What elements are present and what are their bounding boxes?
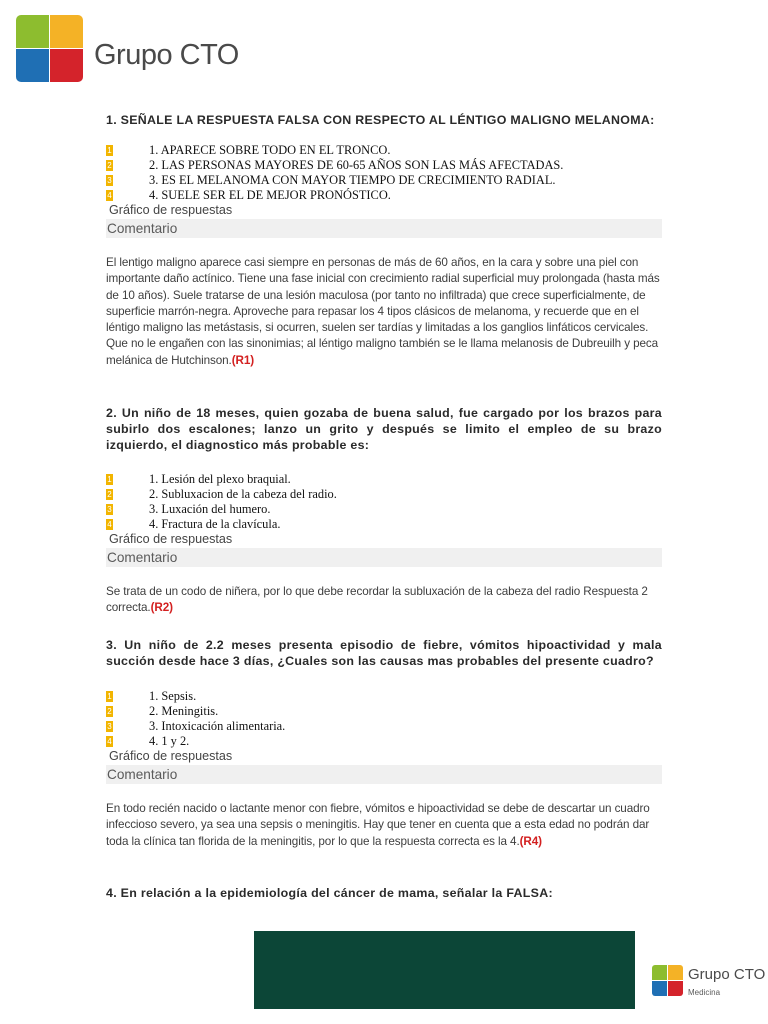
option-marker: 1 [107,692,112,701]
option-marker: 1 [107,146,112,155]
option-marker: 4 [107,191,112,200]
question-1 [106,112,662,369]
option-text: 2. Subluxacion de la cabeza del radio. [149,487,337,501]
option-item[interactable] [106,734,662,749]
option-marker: 2 [107,490,112,499]
footer-logo-square-blue [652,981,667,996]
question-title: 3. Un niño de 2.2 meses presenta episodio de fiebre, vómitos hipoactividad y mala succión desde hace 3 días, ¿Cuales son las causas mas probables del presente cuadro? [106,638,662,668]
comment-header: Comentario [106,219,662,238]
option-marker: 2 [107,707,112,716]
option-item[interactable] [106,704,662,719]
logo-brand-text: Grupo CTO [94,39,239,71]
comment-text [106,584,662,617]
option-text: 3. ES EL MELANOMA CON MAYOR TIEMPO DE CRECIMIENTO RADIAL. [149,173,556,187]
option-text: 1. Sepsis. [149,689,197,703]
option-item[interactable] [106,502,662,517]
grupo-cto-logo [16,15,239,85]
footer-logo-square-red [668,981,683,996]
footer-banner [254,931,635,1009]
answers-chart-link[interactable]: Gráfico de respuestas [109,203,233,217]
comment-header: Comentario [106,548,662,567]
options-list [106,143,662,203]
option-marker: 4 [107,737,112,746]
option-marker: 2 [107,161,112,170]
answers-chart-link[interactable]: Gráfico de respuestas [109,749,233,763]
option-text: 2. LAS PERSONAS MAYORES DE 60-65 AÑOS SON LAS MÁS AFECTADAS. [149,158,564,172]
options-list [106,472,662,532]
question-4 [106,885,662,901]
option-item[interactable] [106,173,662,188]
answers-chart-link[interactable]: Gráfico de respuestas [109,532,233,546]
logo-square-blue [16,49,49,82]
answer-reference: (R4) [519,834,542,848]
option-item[interactable] [106,689,662,704]
footer-logo [652,965,766,1005]
option-text: 1. APARECE SOBRE TODO EN EL TRONCO. [149,143,391,157]
option-marker: 1 [107,475,112,484]
option-marker: 3 [107,176,112,185]
footer-brand-subtitle: Medicina [688,988,721,997]
option-text: 2. Meningitis. [149,704,219,718]
comment-text [106,801,662,850]
question-2 [106,405,662,617]
answer-reference: (R1) [231,353,255,367]
option-text: 4. Fractura de la clavícula. [149,517,281,531]
question-3 [106,637,662,850]
option-item[interactable] [106,517,662,532]
option-marker: 3 [107,722,112,731]
option-marker: 3 [107,505,112,514]
question-title: 4. En relación a la epidemiología del cáncer de mama, señalar la FALSA: [106,886,553,900]
footer-brand-text: Grupo CTO [688,966,766,983]
option-text: 3. Luxación del humero. [149,502,271,516]
option-text: 3. Intoxicación alimentaria. [149,719,286,733]
answer-reference: (R2) [150,601,173,615]
footer-logo-square-green [652,965,667,980]
question-title: 1. SEÑALE LA RESPUESTA FALSA CON RESPECTO AL LÉNTIGO MALIGNO MELANOMA: [106,113,655,127]
comment-header: Comentario [106,765,662,784]
option-item[interactable] [106,158,662,173]
option-item[interactable] [106,719,662,734]
question-title: 2. Un niño de 18 meses, quien gozaba de buena salud, fue cargado por los brazos para subirlo dos escalones; lanzo un grito y después se limito el empleo de su brazo izquierdo, el diagnostico más probable es: [106,406,662,452]
comment-body: El lentigo maligno aparece casi siempre en personas de más de 60 años, en la cara y sobre una piel con importante daño actínico. Tiene una fase inicial con crecimiento radial superficial muy prolongada (hasta más de 10 años). Suele tratarse de una lesión maculosa (por tanto no infiltrada) que crece superficialmente, de superficie marrón-negra. Aproveche para repasar los 4 tipos clásicos de melanoma, y recuerde que en el léntigo maligno las metástasis, si ocurren, suelen ser tardías y limitadas a los ganglios linfáticos cervicales. Que no le engañen con las sinonimias; al léntigo maligno también se le llama melanosis de Dubreuilh y peca melánica de Hutchinson. [106,256,660,367]
option-text: 4. SUELE SER EL DE MEJOR PRONÓSTICO. [149,188,391,202]
comment-body: En todo recién nacido o lactante menor con fiebre, vómitos e hipoactividad se debe de descartar un cuadro infeccioso severo, ya sea una sepsis o meningitis. Hay que tener en cuenta que a esta edad no podrán dar toda la clínica tan florida de la meningitis, por lo que la respuesta correcta es la 4. [106,802,650,848]
option-text: 4. 1 y 2. [149,734,190,748]
comment-body: Se trata de un codo de niñera, por lo que debe recordar la subluxación de la cabeza del radio Respuesta 2 correcta. [106,585,648,615]
logo-square-yellow [50,15,83,48]
option-text: 1. Lesión del plexo braquial. [149,472,291,486]
logo-square-red [50,49,83,82]
options-list [106,689,662,749]
comment-text [106,255,662,369]
option-marker: 4 [107,520,112,529]
option-item[interactable] [106,143,662,158]
footer-logo-square-yellow [668,965,683,980]
logo-square-green [16,15,49,48]
option-item[interactable] [106,472,662,487]
option-item[interactable] [106,487,662,502]
option-item[interactable] [106,188,662,203]
